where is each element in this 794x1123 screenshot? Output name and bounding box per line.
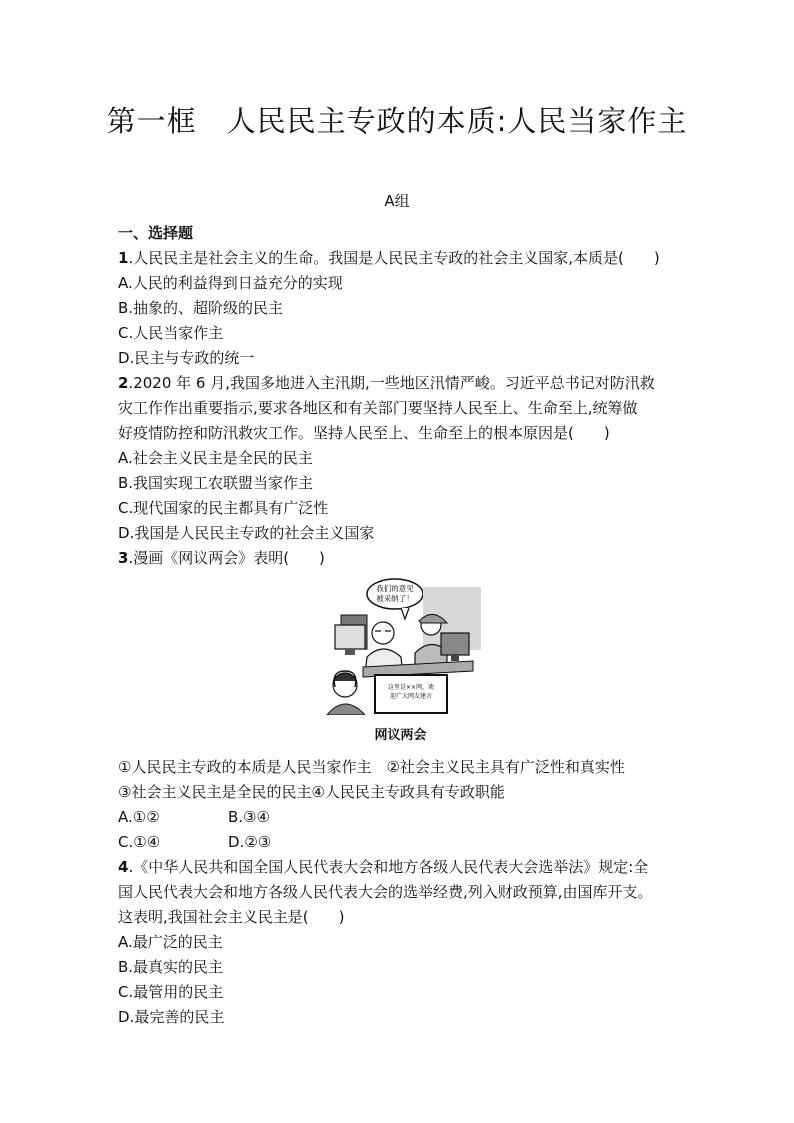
question-text: .漫画《网议两会》表明( ) [128, 549, 325, 567]
screen-text-1: 这里是××网，欢 [387, 684, 435, 691]
q4-option-d: D.最完善的民主 [118, 1008, 225, 1026]
question-number: 4 [118, 858, 129, 876]
figure-caption: 网议两会 [374, 728, 427, 743]
question-number: 1 [118, 249, 129, 267]
q2-option-c: C.现代国家的民主都具有广泛性 [118, 499, 329, 517]
section-heading: 一、选择题 [118, 224, 194, 242]
woman-body [327, 704, 365, 715]
q1-option-a: A.人民的利益得到日益充分的实现 [118, 274, 343, 292]
monitor-left [335, 625, 365, 649]
monitor-stand [451, 655, 459, 661]
q4-option-c: C.最管用的民主 [118, 983, 224, 1001]
group-label: A组 [384, 192, 410, 210]
q1-option-c: C.人民当家作主 [118, 324, 224, 342]
q2-option-a: A.社会主义民主是全民的民主 [118, 449, 313, 467]
questions [118, 246, 683, 1030]
question-2-stem-line: 灾工作作出重要指示,要求各地区和有关部门要坚持人民至上、生命至上,统筹做 [118, 399, 638, 417]
q3-options-row [118, 805, 683, 830]
q3-option-d: D.②③ [228, 833, 272, 851]
q1-option-b: B.抽象的、超阶级的民主 [118, 299, 284, 317]
man-head [372, 622, 394, 644]
q3-statements-line: ③社会主义民主是全民的民主④人民民主专政具有专政职能 [118, 783, 505, 801]
speech-bubble-tail [401, 608, 409, 619]
screen-text-2: 迎广大网友建言 [389, 693, 433, 700]
question-2-stem-line: 好疫情防控和防汛救灾工作。坚持人民至上、生命至上的根本原因是( ) [118, 424, 610, 442]
question-text: .2020 年 6 月,我国多地进入主汛期,一些地区汛情严峻。习近平总书记对防汛救 [128, 374, 655, 392]
question-4-stem-line [118, 855, 683, 880]
page-title: 第一框 人民民主专政的本质:人民当家作主 [106, 104, 688, 138]
question-4-stem-line: 国人民代表大会和地方各级人民代表大会的选举经费,列入财政预算,由国库开支。 [118, 883, 653, 901]
q3-options-row [118, 830, 683, 855]
q3-option-b: B.③④ [228, 808, 270, 826]
q2-option-b: B.我国实现工农联盟当家作主 [118, 474, 314, 492]
question-number: 3 [118, 549, 129, 567]
question-text: .《中华人民共和国全国人民代表大会和地方各级人民代表大会选举法》规定:全 [128, 858, 649, 876]
q1-option-d: D.民主与专政的统一 [118, 349, 255, 367]
q4-option-a: A.最广泛的民主 [118, 933, 223, 951]
bubble-text-2: 被采纳了！ [376, 594, 414, 603]
monitor-stand [345, 649, 355, 655]
question-3-stem [118, 546, 683, 571]
q2-option-d: D.我国是人民民主专政的社会主义国家 [118, 524, 375, 542]
question-1-stem [118, 246, 683, 271]
question-text: .人民民主是社会主义的生命。我国是人民民主专政的社会主义国家,本质是( ) [128, 249, 660, 267]
cartoon-illustration [323, 575, 483, 715]
bubble-text-1: 我们的意见 [376, 584, 414, 593]
question-4-stem-line: 这表明,我国社会主义民主是( ) [118, 908, 345, 926]
monitor-right [441, 633, 469, 655]
cartoon-figure [118, 573, 683, 755]
q3-statements-line: ①人民民主专政的本质是人民当家作主 ②社会主义民主具有广泛性和真实性 [118, 758, 625, 776]
question-number: 2 [118, 374, 129, 392]
question-2-stem-line [118, 371, 683, 396]
q4-option-b: B.最真实的民主 [118, 958, 224, 976]
q3-option-a: A.①② [118, 808, 160, 826]
q3-option-c: C.①④ [118, 833, 161, 851]
